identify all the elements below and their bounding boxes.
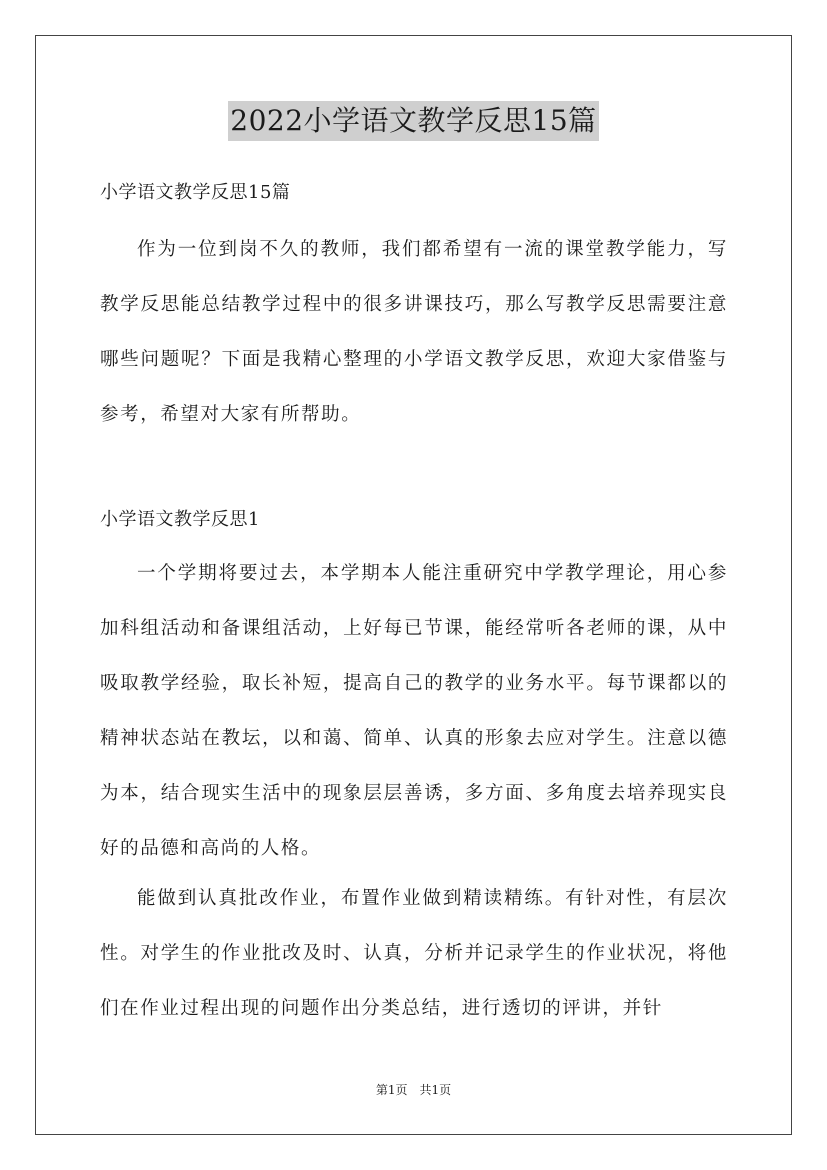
section-paragraph-2: 能做到认真批改作业，布置作业做到精读精练。有针对性，有层次性。对学生的作业批改及时、认真，分析并记录学生的作业状况，将他们在作业过程出现的问题作出分类总结，进行透切的评讲，并针 [100, 888, 728, 1019]
document-subtitle: 小学语文教学反思15篇 [100, 182, 291, 203]
title-wrap [0, 101, 827, 141]
intro-paragraph: 作为一位到岗不久的教师，我们都希望有一流的课堂教学能力，写教学反思能总结教学过程中的很多讲课技巧，那么写教学反思需要注意哪些问题呢？下面是我精心整理的小学语文教学反思，欢迎大家借鉴与参考，希望对大家有所帮助。 [100, 239, 728, 425]
section-paragraph-1: 一个学期将要过去，本学期本人能注重研究中学教学理论，用心参加科组活动和备课组活动，上好每已节课，能经常听各老师的课，从中吸取教学经验，取长补短，提高自己的教学的业务水平。每节课都以的精神状态站在教坛，以和蔼、简单、认真的形象去应对学生。注意以德为本，结合现实生活中的现象层层善诱，多方面、多角度去培养现实良好的品德和高尚的人格。 [100, 563, 728, 859]
page-footer: 第1页 共1页 [375, 1083, 452, 1097]
section-heading: 小学语文教学反思1 [100, 509, 260, 530]
document-title: 2022小学语文教学反思15篇 [228, 101, 598, 141]
